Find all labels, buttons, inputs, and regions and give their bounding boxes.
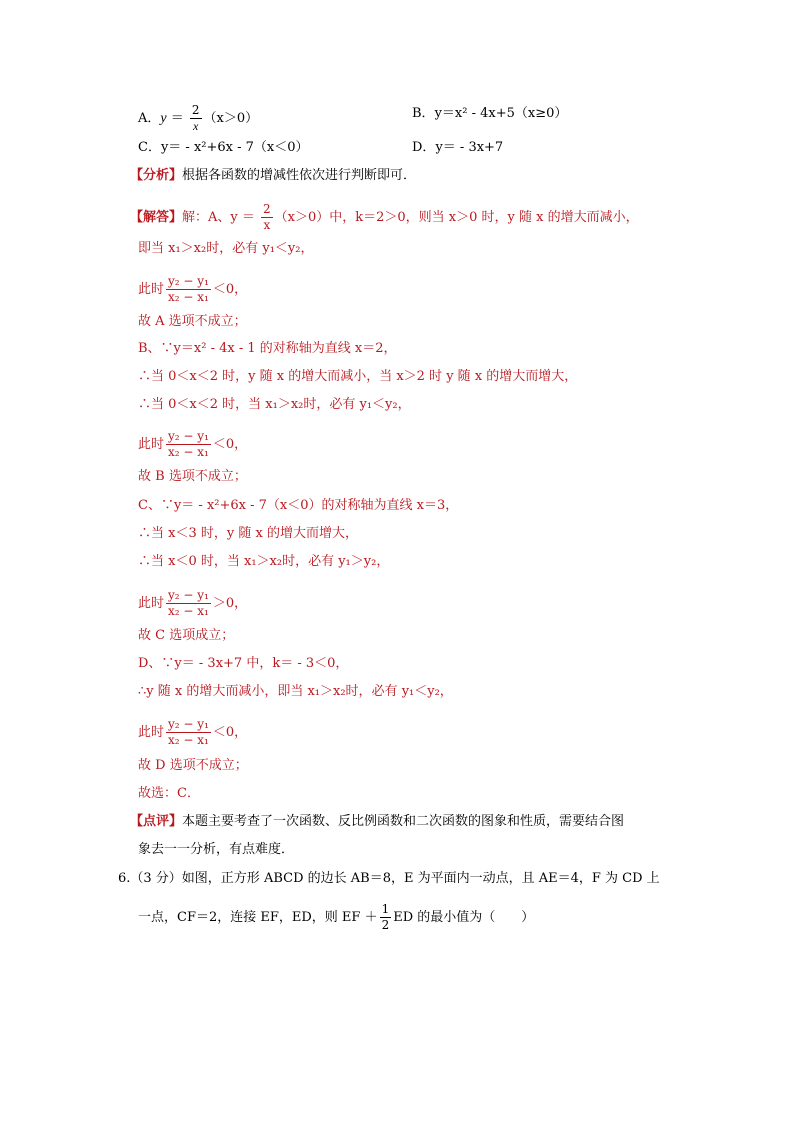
solution-line-18: 故 D 选项不成立；	[138, 758, 248, 773]
solution-line-7: ∴当 0＜x＜2 时，当 x₁＞x₂时，必有 y₁＜y₂，	[138, 397, 411, 412]
solution-tag: 【解答】	[130, 210, 183, 225]
ratio-prefix: 此时	[138, 282, 165, 297]
ratio-denominator: x₂ − x₁	[168, 445, 209, 459]
ratio-suffix: ＜0，	[212, 437, 248, 452]
comment-tag: 【点评】	[130, 814, 183, 829]
ratio-prefix: 此时	[138, 596, 165, 611]
analysis	[130, 167, 416, 185]
ratio-suffix: ＞0，	[212, 596, 248, 611]
ratio-fraction	[166, 274, 211, 305]
question-6-fraction	[380, 902, 392, 933]
option-a-eq: ＝	[166, 111, 188, 126]
solution-line-14: 故 C 选项成立；	[138, 628, 235, 643]
solution-l1-post: （x＞0）中，k＝2＞0，则当 x＞0 时，y 随 x 的增大而减小，	[274, 210, 639, 225]
option-c-func: y＝ - x²+6x - 7（x＜0）	[160, 140, 309, 155]
option-d	[412, 139, 503, 157]
solution-ratio-b	[138, 429, 247, 460]
question-6-numerator: 1	[381, 902, 390, 916]
option-c-label: C．	[138, 140, 161, 155]
question-6-post: ED 的最小值为（ ）	[393, 910, 535, 925]
comment-text-1: 本题主要考查了一次函数、反比例函数和二次函数的图象和性质，需要结合图	[182, 814, 625, 829]
solution-ratio-a	[138, 274, 247, 305]
option-b	[412, 105, 567, 123]
ratio-fraction	[166, 429, 211, 460]
ratio-prefix: 此时	[138, 725, 165, 740]
ratio-suffix: ＜0，	[212, 282, 248, 297]
ratio-numerator: y₂ − y₁	[168, 429, 209, 443]
ratio-denominator: x₂ − x₁	[168, 733, 209, 747]
ratio-numerator: y₂ − y₁	[168, 274, 209, 288]
comment-line-2: 象去一一分析，有点难度．	[138, 842, 295, 857]
option-a-denominator: x	[193, 119, 199, 133]
option-d-func: y＝ - 3x+7	[435, 140, 504, 155]
solution-line-12: ∴当 x＜0 时，当 x₁＞x₂时，必有 y₁＞y₂，	[138, 554, 390, 569]
solution-line-15: D、∵y＝ - 3x+7 中，k＝ - 3＜0，	[138, 656, 349, 671]
option-b-func: y＝x² - 4x+5（x≥0）	[434, 106, 568, 121]
solution-line-9: 故 B 选项不成立；	[138, 469, 247, 484]
ratio-numerator: y₂ − y₁	[168, 588, 209, 602]
option-b-label: B．	[412, 106, 435, 121]
solution-line-4: 故 A 选项不成立；	[138, 314, 247, 329]
question-6-denominator: 2	[381, 918, 390, 932]
solution-ratio-c	[138, 588, 247, 619]
solution-line-5: B、∵y＝x² - 4x - 1 的对称轴为直线 x＝2，	[138, 341, 397, 356]
solution-line-1	[130, 202, 639, 233]
question-6-pre: 一点，CF＝2，连接 EF，ED，则 EF ＋	[138, 910, 378, 925]
solution-line-11: ∴当 x＜3 时，y 随 x 的增大而增大，	[138, 526, 358, 541]
ratio-denominator: x₂ − x₁	[168, 604, 209, 618]
ratio-fraction	[166, 588, 211, 619]
option-a-domain: （x＞0）	[203, 111, 259, 126]
solution-l1-fraction	[261, 202, 273, 233]
solution-line-10: C、∵y＝ - x²+6x - 7（x＜0）的对称轴为直线 x＝3，	[138, 498, 459, 513]
analysis-tag: 【分析】	[130, 168, 183, 183]
ratio-denominator: x₂ − x₁	[168, 290, 209, 304]
option-d-label: D．	[412, 140, 436, 155]
solution-l1-func: y ＝	[230, 210, 260, 225]
solution-ratio-d	[138, 717, 247, 748]
option-a-label: A．	[138, 111, 161, 126]
solution-l1-pre: 解：A、	[182, 210, 231, 225]
ratio-suffix: ＜0，	[212, 725, 248, 740]
option-a-fraction	[190, 103, 202, 134]
option-a-numerator: 2	[191, 103, 200, 117]
option-c	[138, 139, 309, 157]
solution-line-6: ∴当 0＜x＜2 时，y 随 x 的增大而减小，当 x＞2 时 y 随 x 的增大而增大，	[138, 369, 578, 384]
solution-line-2: 即当 x₁＞x₂时，必有 y₁＜y₂，	[138, 241, 314, 256]
question-6-line-2	[138, 902, 534, 933]
question-6-line-1: 6.（3 分）如图，正方形 ABCD 的边长 AB＝8，E 为平面内一动点，且 AE＝4，F 为 CD 上	[118, 871, 660, 886]
ratio-numerator: y₂ − y₁	[168, 717, 209, 731]
solution-l1-denominator: x	[263, 218, 271, 232]
option-a	[138, 103, 258, 134]
solution-l1-numerator: 2	[263, 202, 271, 216]
solution-line-16: ∴y 随 x 的增大而减小，即当 x₁＞x₂时，必有 y₁＜y₂，	[138, 684, 453, 699]
ratio-fraction	[166, 717, 211, 748]
comment-line-1	[130, 813, 624, 831]
analysis-text: 根据各函数的增减性依次进行判断即可．	[182, 168, 417, 183]
ratio-prefix: 此时	[138, 437, 165, 452]
option-a-func: y	[160, 111, 167, 126]
solution-line-19: 故选：C．	[138, 786, 200, 801]
